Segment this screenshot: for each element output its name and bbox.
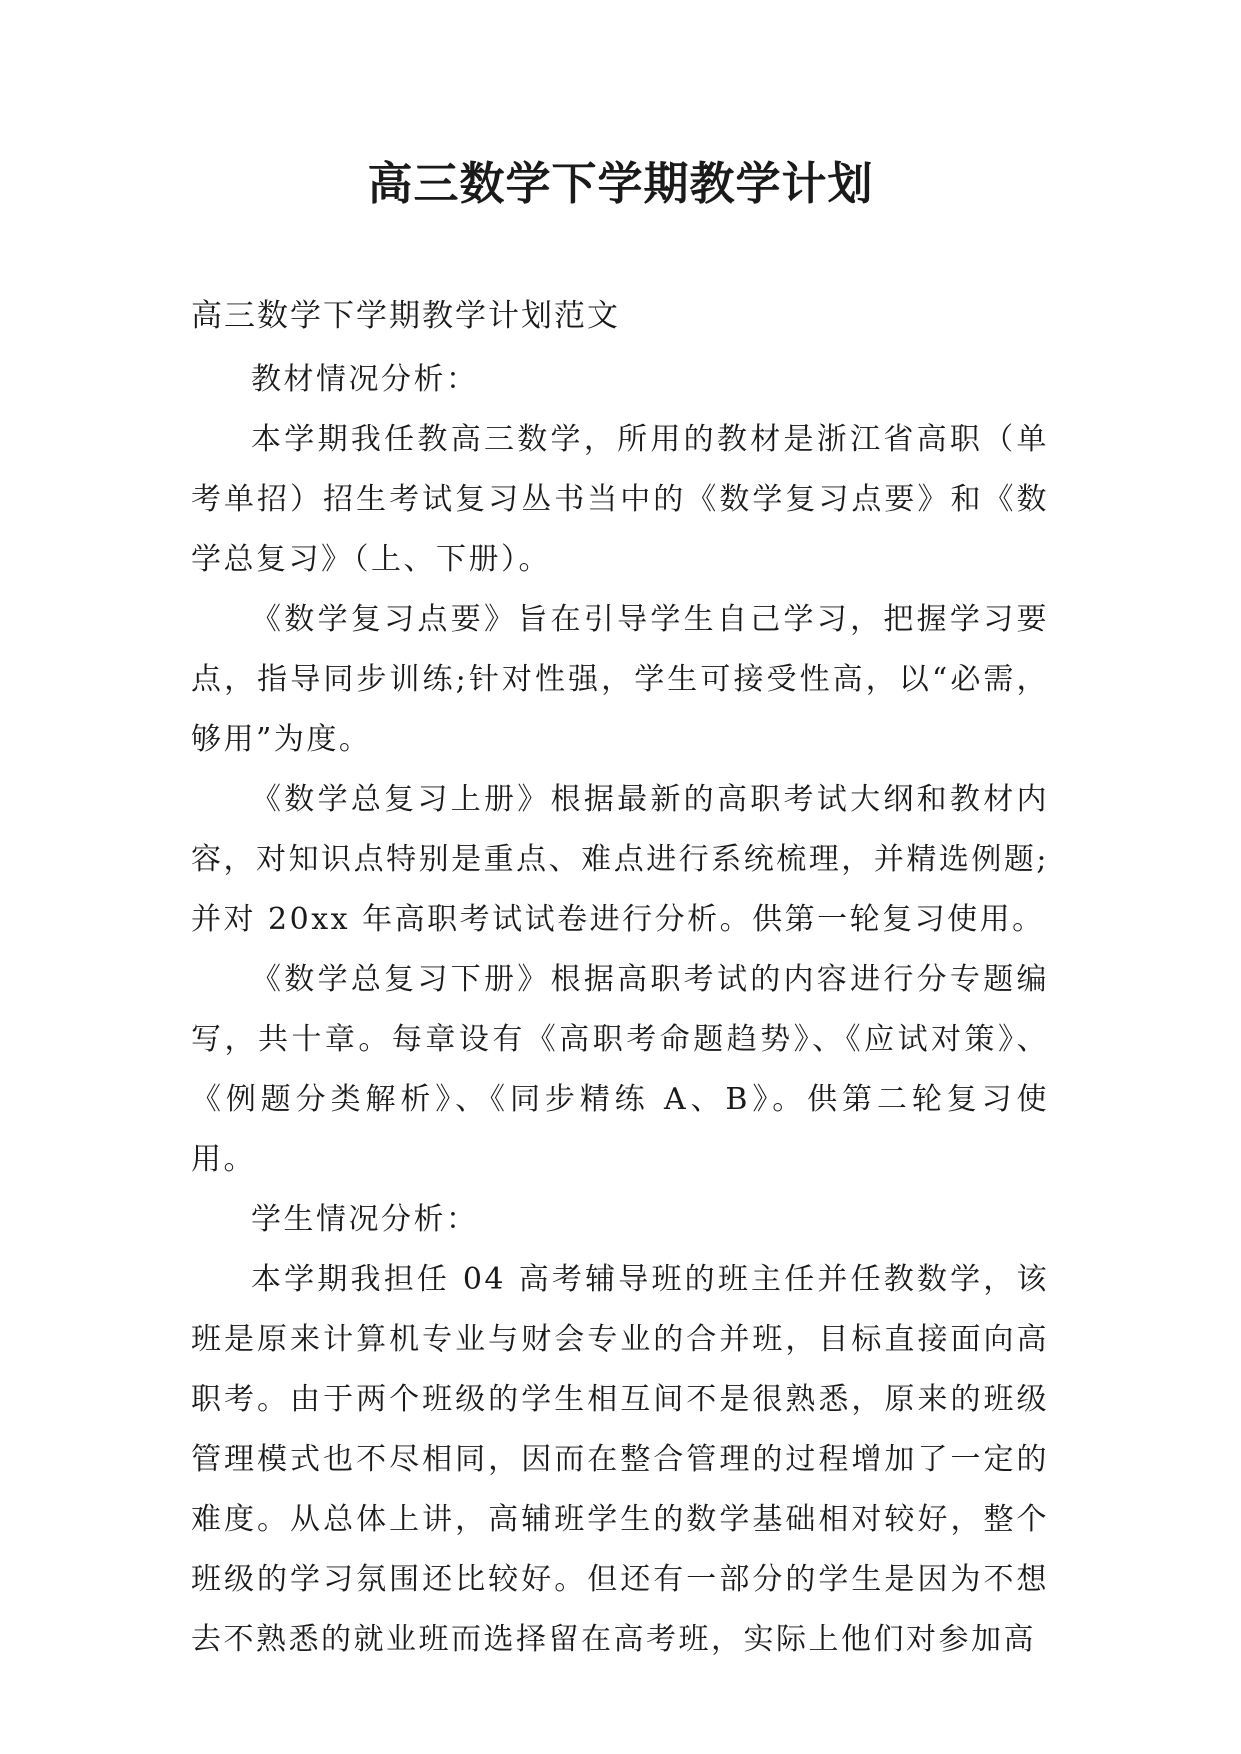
paragraph: 本学期我任教高三数学，所用的教材是浙江省高职（单考单招）招生考试复习丛书当中的《数学复习点要》和《数学总复习》（上、下册）。 [191, 422, 1049, 577]
paragraph: 《数学复习点要》旨在引导学生自己学习，把握学习要点，指导同步训练;针对性强，学生可接受性高，以“必需，够用”为度。 [191, 602, 1049, 757]
document-title: 高三数学下学期教学计划 [367, 157, 874, 210]
paragraph: 《数学总复习上册》根据最新的高职考试大纲和教材内容，对知识点特别是重点、难点进行系统梳理，并精选例题;并对 20xx 年高职考试试卷进行分析。供第一轮复习使用。 [191, 782, 1049, 937]
document-body [191, 350, 1049, 1670]
paragraph: 本学期我担任 04 高考辅导班的班主任并任教数学，该班是原来计算机专业与财会专业的合并班，目标直接面向高职考。由于两个班级的学生相互间不是很熟悉，原来的班级管理模式也不尽相同，因而在整合管理的过程增加了一定的难度。从总体上讲，高辅班学生的数学基础相对较好，整个班级的学习氛围还比较好。但还有一部分的学生是因为不想去不熟悉的就业班而选择留在高考班，实际上他们对参加高 [191, 1262, 1049, 1657]
section-heading-textbook: 教材情况分析： [251, 362, 479, 397]
paragraph: 《数学总复习下册》根据高职考试的内容进行分专题编写，共十章。每章设有《高职考命题趋势》、《应试对策》、《例题分类解析》、《同步精练 A、B》。供第二轮复习使用。 [191, 962, 1049, 1177]
section-heading-students: 学生情况分析： [251, 1202, 479, 1237]
document-subtitle: 高三数学下学期教学计划范文 [191, 298, 620, 334]
